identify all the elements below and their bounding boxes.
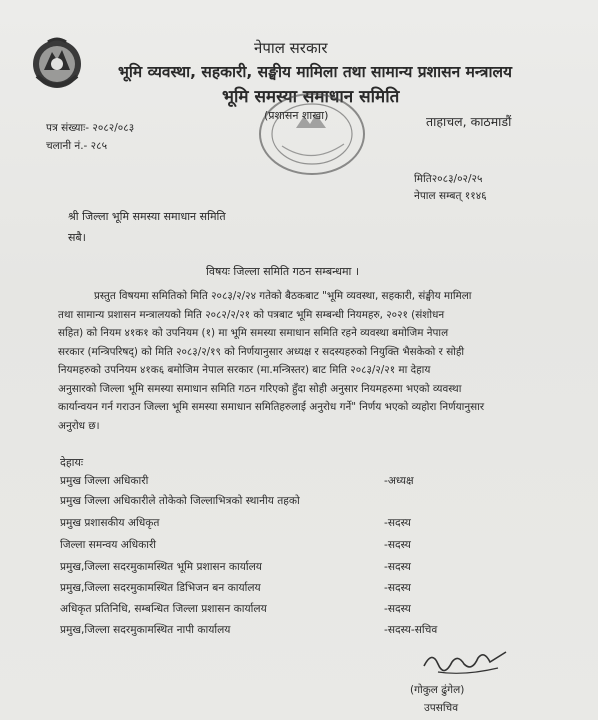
member-label: प्रमुख,जिल्ला सदरमुकामस्थित नापी कार्यालय <box>60 624 231 636</box>
member-role: -सदस्य <box>384 582 411 594</box>
signatory-designation: उपसचिव <box>424 702 459 714</box>
body-line: प्रस्तुत विषयमा समितिको मिति २०८३/२/२४ गतेको बैठकबाट "भूमि व्यवस्था, सहकारी, संङ्घीय मामिला <box>94 290 472 302</box>
recipient-line: श्री जिल्ला भूमि समस्या समाधान समिति <box>68 210 226 223</box>
member-role: -सदस्य <box>384 539 411 551</box>
member-label: प्रमुख प्रशासकीय अधिकृत <box>60 517 160 529</box>
signatory-name: (गोकुल ढुंगेल) <box>410 684 465 696</box>
member-role: -सदस्य <box>384 603 411 615</box>
body-line: नियमहरुको उपनियम ४१क६ बमोजिम नेपाल सरकार (मा.मन्त्रिस्तर) बाट मिति २०८३/२/२१ मा देहाय <box>58 364 431 376</box>
body-line: अनुरोध छ। <box>58 419 100 432</box>
reference-number: पत्र संख्याः- २०८२/०८३ <box>46 122 135 134</box>
dispatch-number: चलानी नं.- २८५ <box>46 140 108 152</box>
letter-body <box>58 287 558 435</box>
body-line: कार्यान्वयन गर्न गराउन जिल्ला भूमि समस्या समाधान समितिहरुलाई अनुरोध गर्ने" निर्णय भएको व्यहोरा निर्णयानुसार <box>58 401 485 413</box>
member-label: जिल्ला समन्वय अधिकारी <box>60 539 157 551</box>
recipient-all: सबै। <box>68 231 86 244</box>
body-line: सहित) को नियम ४१क१ को उपनियम (१) मा भूमि समस्या समाधान समिति रहने व्यवस्था बमोजिम नेपाल <box>58 327 449 339</box>
member-role: -सदस्य <box>384 561 411 573</box>
member-role: -सदस्य <box>384 517 411 529</box>
member-label: प्रमुख जिल्ला अधिकारी <box>60 475 149 487</box>
member-label: प्रमुख,जिल्ला सदरमुकामस्थित भूमि प्रशासन कार्यालय <box>60 561 262 573</box>
office-seal-icon <box>252 86 370 182</box>
nepal-emblem-icon <box>30 34 84 94</box>
member-role: -सदस्य-सचिव <box>384 624 438 636</box>
member-label: अधिकृत प्रतिनिधि, सम्बन्धित जिल्ला प्रशासन कार्यालय <box>60 603 267 615</box>
members-heading: देहायः <box>60 456 84 469</box>
office-address: ताहाचल, काठमाडौं <box>426 114 512 129</box>
government-name: नेपाल सरकार <box>254 39 328 57</box>
signature-icon <box>418 644 512 680</box>
nepal-samvat-date: नेपाल सम्बत् ११४६ <box>414 190 487 202</box>
letter-date: मिति२०८३/०२/२५ <box>414 173 483 185</box>
body-line: सरकार (मन्त्रिपरिषद्) को मिति २०८३/२/१९ को निर्णयानुसार अध्यक्ष र सदस्यहरुको नियुक्ति भैसकेको र सोही <box>58 345 465 358</box>
body-line: अनुसारको जिल्ला भूमि समस्या समाधान समिति गठन गरिएको हुँदा सोही अनुसार नियमहरुमा भएको व्यवस्था <box>58 382 462 395</box>
subject-line: विषयः जिल्ला समिति गठन सम्बन्धमा । <box>206 265 360 278</box>
branch-name: (प्रशासन शाखा) <box>264 109 329 122</box>
member-label: प्रमुख जिल्ला अधिकारीले तोकेको जिल्लाभित्रको स्थानीय तहको <box>60 495 300 507</box>
member-role: -अध्यक्ष <box>384 475 414 487</box>
member-label: प्रमुख,जिल्ला सदरमुकामस्थित डिभिजन बन कार्यालय <box>60 582 261 594</box>
body-line: तथा सामान्य प्रशासन मन्त्रालयको मिति २०८२/२/२१ को पत्रबाट भूमि सम्बन्धी नियमहरु, २०२१ (संशोधन <box>58 308 445 321</box>
committee-name: भूमि समस्या समाधान समिति <box>222 87 400 107</box>
ministry-name: भूमि व्यवस्था, सहकारी, सङ्घीय मामिला तथा सामान्य प्रशासन मन्त्रालय <box>118 63 512 81</box>
